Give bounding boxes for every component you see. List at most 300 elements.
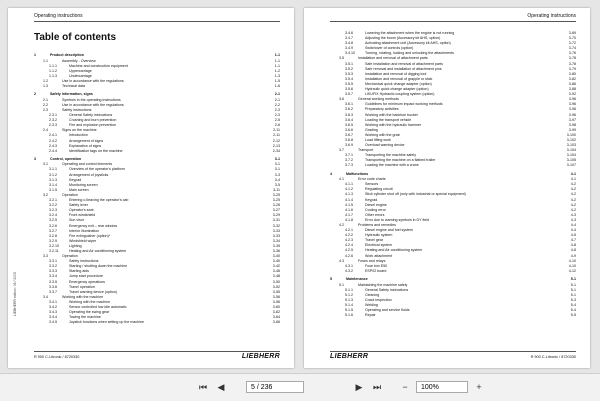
toc-entry-page: 5-1	[570, 292, 576, 297]
toc-entry-number: 4.2.4	[345, 243, 353, 248]
toc-entry-number: 3.7	[339, 148, 344, 153]
toc-entry-title: Fuse box E50	[365, 263, 388, 268]
toc-entry-page: 3-64	[272, 315, 280, 320]
toc-entry-page: 3-88	[568, 87, 576, 92]
toc-entry-title: Load lifting work	[365, 137, 391, 142]
toc-entry-title: Front windshield	[69, 213, 96, 218]
toc-entry-title: Operation	[62, 192, 78, 197]
toc-entry-title: Operator's seat	[69, 208, 94, 213]
toc-entry-number: 3.2.4	[49, 213, 57, 218]
toc-entry-title: Work attachment	[365, 253, 393, 258]
toc-entry-title: Lowering the attachment when the engine is not running	[365, 31, 455, 35]
toc-entry-number: 3.5	[339, 56, 344, 61]
toc-entry-number: 3.1.3	[49, 177, 57, 182]
toc-list-left	[34, 53, 280, 325]
toc-entry-number: 3.5.2	[345, 66, 353, 71]
toc-entry-page: 3-76	[568, 51, 576, 56]
toc-entry-title: Fire and explosion prevention	[69, 123, 117, 128]
toc-entry-number: 4.1.2	[345, 187, 353, 192]
toc-entry-title: Loading the machine with a crane	[365, 163, 419, 168]
toc-entry-page: 3-92	[568, 92, 576, 97]
toc-entry-title: Safe installation and removal of attachment parts	[365, 61, 443, 66]
toc-entry-title: General Safety instructions	[365, 287, 409, 292]
toc-entry-title: Overload warning device	[365, 143, 405, 148]
toc-entry-title: Maintenance	[346, 276, 368, 281]
toc-entry-number: 3.4.8	[345, 41, 353, 46]
toc-entry-number: 4.1.8	[345, 217, 353, 222]
toc-entry-title: Assembly - Overview	[62, 58, 96, 63]
page-footer	[34, 351, 280, 362]
toc-entry-number: 2.4	[43, 128, 48, 133]
toc-entry-number: 5.1	[339, 282, 344, 287]
toc-entry-number: 2	[34, 92, 36, 97]
toc-entry-page: 3-25	[272, 192, 280, 197]
toc-entry-title: Diesel engine and fuel system	[365, 228, 413, 233]
toc-entry-page: 1-5	[274, 78, 280, 83]
toc-entry-number: 3.6.9	[345, 143, 353, 148]
toc-entry[interactable]	[34, 320, 280, 325]
toc-entry-title: Diesel engine	[365, 202, 387, 207]
header-title: Operating instructions	[527, 13, 576, 19]
toc-entry-title: Loading the transport vehicle	[365, 117, 412, 122]
toc-entry-page: 3-1	[274, 162, 280, 167]
toc-entry-page: 3-56	[272, 299, 280, 304]
toc-entry-title: Hydraulic quick change adapter (option)	[365, 87, 429, 92]
toc-entry-number: 3.6.2	[345, 107, 353, 112]
toc-entry-title: Error code charts	[358, 177, 386, 182]
toc-entry-title: Signs on the machine	[62, 128, 97, 133]
toc-entry-title: Operating the swing gear	[69, 310, 110, 315]
toc-entry-title: Welding	[365, 302, 378, 307]
toc-entry-page: 1-1	[274, 63, 280, 68]
toc-entry-title: LIKUFIX Hydraulic coupling system (option)	[365, 92, 435, 97]
toc-entry-number: 3.6.8	[345, 137, 353, 142]
toc-entry-number: 3.5.5	[345, 81, 353, 86]
toc-entry-title: Other errors	[365, 212, 385, 217]
toc-entry-title: Cooling error	[365, 207, 386, 212]
toc-entry-title: Use in accordance with the regulations	[62, 78, 124, 83]
toc-entry-title: Heating and Air conditioning system	[365, 248, 423, 253]
toc-entry-number: 3.1.2	[49, 172, 57, 177]
toc-entry-title: Machine and construction equipment	[69, 63, 128, 68]
toc-entry-title: Transport	[358, 148, 374, 153]
toc-entry-number: 4.2.6	[345, 253, 353, 258]
toc-entry-page: 3-60	[272, 305, 280, 309]
toc-entry-page: 3-31	[272, 218, 280, 223]
toc-entry-page: 3-103	[566, 143, 576, 148]
toc-entry-page: 3-52	[272, 284, 280, 289]
toc-entry-number: 5	[330, 276, 332, 281]
toc-entry-title: Explanation of signs	[69, 143, 102, 148]
toc-entry-number: 3.2.6	[49, 223, 57, 228]
toc-entry-number: 3.6.5	[345, 122, 353, 127]
toc-entry-page: 2-6	[274, 123, 280, 128]
toc-entry-title: Entering o.Ileaving the operator's cab	[69, 198, 129, 203]
toc-entry-page: 4-9	[570, 253, 576, 258]
toc-entry-number: 1.1.1	[49, 63, 57, 68]
toc-entry-page: 3-4	[274, 177, 280, 182]
toc-entry-number: 1.1.2	[49, 68, 57, 73]
toc-entry-page: 2-1	[274, 97, 280, 102]
toc-entry-page: 3-11	[273, 187, 280, 192]
toc-entry-number: 3.2	[43, 192, 48, 197]
toc-entry-page: 3-96	[568, 107, 576, 112]
toc-entry-number: 4	[330, 171, 332, 176]
toc-entry-page: 4-2	[570, 182, 576, 187]
toc-entry-page: 5-5	[570, 313, 576, 318]
toc-entry-page: 3-105	[566, 158, 576, 163]
toc-entry-title: Electrical system	[365, 243, 392, 248]
toc-entry-page: 4-10	[568, 258, 576, 263]
toc-entry-page: 3-36	[272, 248, 280, 253]
toc-entry-title: Fire extinguisher (option)*	[69, 233, 111, 238]
toc-entry-number: 4.1.4	[345, 197, 353, 202]
zoom-select[interactable]: 100%	[416, 381, 468, 393]
toc-entry-title: Overview of the operator's platform	[69, 167, 125, 172]
toc-entry-page: 3-102	[566, 137, 576, 142]
toc-list-right	[330, 31, 576, 318]
toc-entry-page: 3-42	[272, 264, 280, 269]
toc-entry-title: Transporting the machine safely	[365, 153, 417, 158]
toc-entry-page: 4-2	[570, 187, 576, 192]
toc-entry-page: 4-2	[570, 202, 576, 207]
first-page-icon[interactable]: ⏮	[198, 382, 208, 392]
toc-entry-title: Preparatory activities	[365, 107, 399, 112]
toc-entry-number: 3.5.4	[345, 76, 353, 81]
toc-entry-number: 3.7.3	[345, 163, 353, 168]
toc-entry-title: Joystick functions when setting up the machine	[69, 320, 144, 325]
toc-entry-page: 4-2	[570, 197, 576, 202]
toc-entry-page: 2-13	[272, 143, 280, 148]
toc-entry-title: Travel operation	[69, 284, 95, 289]
toc-entry-number: 4.1.5	[345, 202, 353, 207]
toc-entry-page: 4-8	[570, 248, 576, 253]
toc-entry[interactable]	[330, 269, 576, 274]
toc-entry-title: Installation and removal of grapple or stick	[365, 76, 433, 81]
toc-entry-page: 3-48	[272, 274, 280, 279]
toc-entry-number: 3.6.3	[345, 112, 353, 117]
toc-entry-title: Arrangement of signs	[69, 138, 104, 143]
toc-entry-number: 4.1	[339, 177, 344, 182]
toc-entry-title: Switchover of controls (option)	[365, 46, 414, 51]
page-number-input[interactable]: 5 / 236	[246, 381, 304, 393]
toc-entry-number: 3.3.4	[49, 274, 57, 279]
toc-entry-number: 3.3	[43, 254, 48, 259]
toc-entry-title: Control, operation	[50, 156, 82, 161]
toc-entry-number: 3.3.1	[49, 259, 57, 264]
toc-entry-page: 3-56	[272, 294, 280, 299]
toc-entry-number: 2.4.3	[49, 143, 57, 148]
toc-entry-page: 1-6	[274, 84, 280, 89]
toc-entry-number: 3.3.2	[49, 264, 57, 269]
toc-entry-title: Crack inspection	[365, 297, 392, 302]
toc-entry-page: 5-4	[570, 307, 576, 312]
toc-entry-number: 3.2.9	[49, 238, 57, 243]
toc-entry-number: 3.2.3	[49, 208, 57, 213]
toc-entry-number: 2.3.2	[49, 118, 57, 123]
toc-entry-title: Working with the machine	[62, 294, 104, 299]
toc-entry-page: 3-72	[568, 41, 576, 46]
toc-entry-number: 3.4.6	[345, 31, 353, 35]
toc-entry-title: Regulating circuit	[365, 187, 393, 192]
toc-entry-page: 3-29	[272, 213, 280, 218]
toc-entry-page: 2-12	[272, 138, 280, 143]
zoom-out-icon[interactable]: −	[402, 382, 408, 392]
toc-entry-page: 2-3	[274, 107, 280, 112]
toc-entry-page: 3-70	[568, 36, 576, 41]
toc-entry-page: 4-3	[570, 217, 576, 222]
toc-entry-page: 3-96	[568, 112, 576, 117]
side-edition-text: LIEBHERR edition: 06 / 2005	[13, 272, 17, 316]
toc-entry-page: 1-2	[274, 68, 280, 73]
toc-entry-number: 1.1.3	[49, 73, 57, 78]
viewer-toolbar	[0, 373, 600, 401]
toc-entry-number: 3.2.5	[49, 218, 57, 223]
toc-entry-title: Emergency operations	[69, 279, 105, 284]
toc-entry-title: Crushing and burn prevention	[69, 118, 117, 123]
toc-entry-number: 2.1	[43, 97, 48, 102]
toc-entry-number: 3.4	[43, 294, 48, 299]
toc-entry-title: Symbols in the operating instructions	[62, 97, 121, 102]
toc-entry-title: Transporting the machine on a flatbed trailer	[365, 158, 436, 163]
toc-entry-number: 1.1	[43, 58, 48, 63]
toc-entry-page: 3-107	[566, 163, 576, 168]
toc-entry-page: 3-3	[274, 172, 280, 177]
toc-entry-number: 3.6.4	[345, 117, 353, 122]
toc-entry-number: 5.1.3	[345, 297, 353, 302]
toc-entry-page: 4-2	[570, 207, 576, 212]
toc-entry-title: Mechanical quick change adapter (option)	[365, 81, 432, 86]
toc-entry-page: 3-100	[566, 132, 576, 137]
toc-entry-page: 3-78	[568, 61, 576, 66]
next-page-icon[interactable]: ▶	[355, 382, 363, 392]
toc-entry-title: Main screen	[69, 187, 89, 192]
toc-entry-number: 4.3.2	[345, 268, 353, 273]
toc-entry-page: 4-4	[570, 228, 576, 233]
toc-entry-page: 2-3	[274, 113, 280, 118]
toc-entry-number: 3.2.11	[49, 248, 59, 253]
page-right	[304, 8, 590, 368]
toc-entry-title: Monitoring screen	[69, 182, 98, 187]
toc-entry-title: Windshield wiper	[69, 238, 97, 243]
toc-entry-title: Sun visor	[69, 218, 84, 223]
toc-entry-page: 3-98	[568, 122, 576, 127]
toc-entry-page: 3-55	[272, 289, 280, 294]
toc-entry-page: 3-1	[274, 156, 280, 161]
toc-entry-page: 4-10	[568, 263, 576, 268]
toc-entry-page: 3-69	[568, 31, 576, 35]
toc-entry-page: 3-26	[272, 203, 280, 208]
toc-entry-title: Safety lever	[69, 203, 88, 208]
toc-entry-page: 4-1	[570, 177, 576, 182]
toc-entry-number: 3.2.7	[49, 228, 57, 233]
toc-entry[interactable]	[330, 163, 576, 168]
toc-entry-number: 2.4.2	[49, 138, 57, 143]
toc-entry[interactable]	[34, 84, 280, 89]
toc-entry-page: 3-1	[274, 167, 280, 172]
toc-entry-page: 3-35	[272, 243, 280, 248]
toc-entry-number: 3	[34, 156, 36, 161]
toc-entry-title: Safety instructions	[69, 259, 99, 264]
toc-entry-title: Malfunctions	[346, 171, 369, 176]
toc-entry-title: Cleaning	[365, 292, 380, 297]
toc-entry-page: 5-1	[570, 276, 576, 281]
toc-entry-title: Turning, rotating, locking and unlocking the attachments	[365, 51, 454, 56]
toc-entry-page: 3-46	[272, 269, 280, 274]
toc-entry-number: 3.6.1	[345, 102, 353, 107]
toc-entry-number: 3.3.7	[49, 289, 57, 294]
toc-entry-title: Safe removal and installation of attachment pins	[365, 66, 442, 71]
toc-entry-page: 3-32	[272, 223, 280, 228]
toc-entry-number: 1.3	[43, 84, 48, 89]
toc-entry-number: 3.3.3	[49, 269, 57, 274]
toc-entry-page: 3-86	[568, 81, 576, 86]
toc-entry-page: 3-96	[568, 102, 576, 107]
toc-entry-number: 4.3.1	[345, 263, 353, 268]
toc-entry-number: 3.6.6	[345, 127, 353, 132]
toc-entry-number: 2.4.4	[49, 148, 57, 153]
toc-entry-title: Lighting	[69, 243, 82, 248]
toc-entry-title: Technical data	[62, 84, 85, 89]
toc-entry-title: Starting aids	[69, 269, 89, 274]
toc-entry-page: 5-1	[570, 287, 576, 292]
toc-entry-title: Error due to warning symbols in DY field	[365, 217, 430, 222]
toc-entry-page: 3-78	[568, 56, 576, 61]
toc-entry-number: 3.1.5	[49, 187, 57, 192]
toc-entry-page: 4-12	[568, 268, 576, 273]
toc-entry-title: Working with the backhoe bucket	[365, 112, 418, 117]
toc-entry-number: 3.4.4	[49, 315, 57, 320]
toc-entry-number: 4.1.6	[345, 207, 353, 212]
toc-entry-title: General Safety instructions	[69, 113, 113, 118]
toc-entry-page: 3-33	[272, 233, 280, 238]
toc-entry-title: Installation and removal of digging tool	[365, 71, 427, 76]
toc-entry-page: 5-1	[570, 282, 576, 287]
toc-entry-page: 2-34	[272, 148, 280, 153]
toc-entry-number: 3.4.3	[49, 310, 57, 315]
toc-entry-page: 2-5	[274, 118, 280, 123]
toc-entry-page: 3-40	[272, 254, 280, 259]
toc-entry-number: 5.1.4	[345, 302, 353, 307]
toc-entry-title: Safety information, signs	[50, 92, 93, 97]
toc-entry-number: 3.5.3	[345, 71, 353, 76]
footer-doc-id: R 900 C-Litronic / 8720330	[530, 355, 576, 359]
toc-entry-number: 3.5.1	[345, 61, 353, 66]
toc-entry-page: 3-104	[566, 153, 576, 158]
toc-entry-page: 3-74	[568, 46, 576, 51]
liebherr-logo: LIEBHERR	[241, 353, 280, 360]
toc-entry-page: 3-33	[272, 228, 280, 233]
toc-entry-number: 2.2	[43, 102, 48, 107]
toc-entry-page: 3-96	[568, 97, 576, 102]
toc-entry-page: 3-34	[272, 238, 280, 243]
prev-page-icon[interactable]: ◀	[217, 382, 225, 392]
footer-doc-id: R 900 C-Litronic / 8720330	[34, 355, 80, 359]
toc-entry-number: 3.4.1	[49, 299, 57, 304]
toc-entry-title: Operating and control elements	[62, 162, 113, 167]
toc-entry-title: Hydraulic system	[365, 233, 393, 238]
toc-entry-title: Identification tags on the machine	[69, 148, 123, 153]
toc-entry-page: 3-99	[568, 127, 576, 132]
toc-entry-page: 2-2	[274, 102, 280, 107]
toc-entry-number: 4.1.3	[345, 192, 353, 197]
toc-entry-page: 4-8	[570, 243, 576, 248]
toc-entry-number: 5.1.6	[345, 313, 353, 318]
toc-entry-number: 4.2	[339, 222, 344, 227]
toc-entry-number: 5.1.5	[345, 307, 353, 312]
toc-entry-title: Guidelines for minimum impact working methods	[365, 102, 443, 107]
toc-entry-number: 4.2.2	[345, 233, 353, 238]
liebherr-logo: LIEBHERR	[330, 353, 369, 360]
toc-entry-page: 3-80	[568, 71, 576, 76]
toc-entry-page: 3-27	[272, 208, 280, 213]
toc-entry-title: Towing the machine	[69, 315, 101, 320]
toc-entry[interactable]	[330, 313, 576, 318]
toc-entry-number: 3.7.1	[345, 153, 353, 158]
page-header	[34, 12, 280, 22]
toc-entry-page: 4-7	[570, 238, 576, 243]
toc-entry-number: 1.2	[43, 78, 48, 83]
toc-entry-title: Problems and remedies	[358, 222, 396, 227]
header-title: Operating instructions	[34, 13, 83, 19]
toc-entry-number: 3.3.6	[49, 284, 57, 289]
toc-entry-number: 2.3.1	[49, 113, 57, 118]
toc-entry-title: Undercarriage	[69, 73, 92, 78]
toc-entry-number: 3.2.8	[49, 233, 57, 238]
last-page-icon[interactable]: ⏭	[372, 382, 382, 392]
toc-entry[interactable]	[34, 149, 280, 154]
toc-entry-page: 5-3	[570, 297, 576, 302]
toc-entry-number: 3.4.2	[49, 305, 57, 309]
toc-entry-page: 3-25	[272, 198, 280, 203]
toc-entry-number: 4.2.5	[345, 248, 353, 253]
toc-entry-title: Working with the hydraulic hammer	[365, 122, 422, 127]
toc-entry-number: 3.3.5	[49, 279, 57, 284]
toc-entry-page: 3-97	[568, 117, 576, 122]
toc-entry-number: 4.3	[339, 258, 344, 263]
toc-entry-number: 3.5.6	[345, 87, 353, 92]
toc-entry-title: ESP02 board	[365, 268, 387, 273]
toc-entry-page: 3-82	[568, 76, 576, 81]
toc-entry-number: 4.2.3	[345, 238, 353, 243]
toc-entry-title: Safety instructions	[62, 107, 92, 112]
toc-entry-number: 5.1.2	[345, 292, 353, 297]
toc-entry-title: Installation and removal of attachment parts	[358, 56, 428, 61]
toc-entry-number: 4.1.1	[345, 182, 353, 187]
toc-entry-number: 3.1	[43, 162, 48, 167]
toc-entry-number: 3.5.7	[345, 92, 353, 97]
toc-entry-number: 3.4.10	[345, 51, 355, 56]
toc-entry-page: 3-79	[568, 66, 576, 71]
toc-entry-number: 3.1.1	[49, 167, 57, 172]
toc-entry-number: 2.3	[43, 107, 48, 112]
zoom-in-icon[interactable]: +	[476, 382, 482, 392]
toc-entry-page: 4-2	[570, 192, 576, 197]
toc-entry-title: Keypad	[365, 197, 378, 202]
toc-entry-number: 3.2.1	[49, 198, 57, 203]
toc-entry-title: Fuses and relays	[358, 258, 386, 263]
toc-entry-page: 2-11	[273, 128, 280, 133]
toc-entry-title: Working with the grab	[365, 132, 400, 137]
toc-entry-title: Operation	[62, 254, 78, 259]
toc-entry-page: 1-1	[274, 58, 280, 63]
toc-entry-number: 4.2.1	[345, 228, 353, 233]
toc-entry-page: 3-40	[272, 259, 280, 264]
toc-entry-title: Use in accordance with the regulations	[62, 102, 124, 107]
toc-entry-page: 5-4	[570, 302, 576, 307]
toc-entry-title: Grading	[365, 127, 378, 132]
toc-entry-number: 4.1.7	[345, 212, 353, 217]
